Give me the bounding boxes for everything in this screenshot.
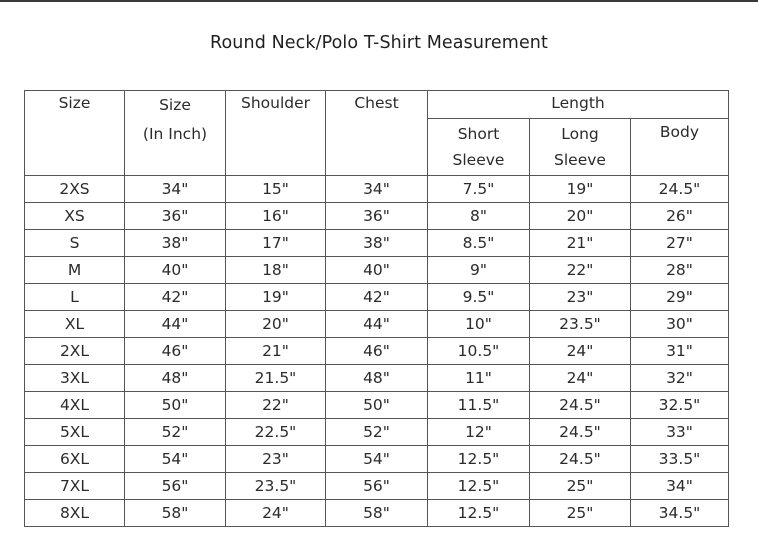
cell-size-inch: 38" (125, 230, 226, 257)
cell-chest: 52" (326, 419, 428, 446)
cell-shoulder: 22" (226, 392, 326, 419)
cell-long-sleeve: 24.5" (530, 446, 631, 473)
cell-body: 30" (631, 311, 729, 338)
header-short-sleeve-line1: Short (457, 125, 500, 143)
cell-shoulder: 24" (226, 500, 326, 527)
header-size-inch (125, 91, 226, 176)
header-chest (326, 91, 428, 176)
cell-body: 24.5" (631, 176, 729, 203)
cell-shoulder: 21.5" (226, 365, 326, 392)
cell-shoulder: 16" (226, 203, 326, 230)
table-row (25, 473, 729, 500)
table-row (25, 230, 729, 257)
header-length-label: Length (551, 94, 605, 112)
cell-short-sleeve: 12.5" (428, 446, 530, 473)
cell-size: 3XL (25, 365, 125, 392)
cell-short-sleeve: 12.5" (428, 500, 530, 527)
cell-size-inch: 50" (125, 392, 226, 419)
cell-size: 4XL (25, 392, 125, 419)
table-row (25, 419, 729, 446)
cell-size-inch: 56" (125, 473, 226, 500)
cell-chest: 56" (326, 473, 428, 500)
cell-size-inch: 58" (125, 500, 226, 527)
header-long-sleeve-line2: Sleeve (554, 151, 606, 169)
cell-body: 32" (631, 365, 729, 392)
cell-short-sleeve: 8.5" (428, 230, 530, 257)
cell-long-sleeve: 24" (530, 365, 631, 392)
table-row (25, 392, 729, 419)
cell-size-inch: 40" (125, 257, 226, 284)
header-size-inch-top: Size (159, 96, 191, 114)
cell-body: 26" (631, 203, 729, 230)
cell-size: L (25, 284, 125, 311)
cell-long-sleeve: 21" (530, 230, 631, 257)
cell-chest: 48" (326, 365, 428, 392)
cell-long-sleeve: 19" (530, 176, 631, 203)
header-size-inch-bottom: (In Inch) (142, 125, 208, 143)
cell-chest: 40" (326, 257, 428, 284)
cell-body: 34.5" (631, 500, 729, 527)
header-short-sleeve-line2: Sleeve (452, 151, 505, 169)
top-border (0, 0, 758, 2)
table-row (25, 284, 729, 311)
table-row (25, 176, 729, 203)
cell-size: 7XL (25, 473, 125, 500)
cell-size-inch: 52" (125, 419, 226, 446)
cell-body: 32.5" (631, 392, 729, 419)
cell-chest: 50" (326, 392, 428, 419)
cell-body: 29" (631, 284, 729, 311)
cell-long-sleeve: 25" (530, 500, 631, 527)
table-row (25, 446, 729, 473)
table-row (25, 338, 729, 365)
cell-shoulder: 17" (226, 230, 326, 257)
cell-short-sleeve: 9.5" (428, 284, 530, 311)
table-row (25, 500, 729, 527)
table-row (25, 257, 729, 284)
cell-short-sleeve: 10" (428, 311, 530, 338)
table-row (25, 311, 729, 338)
cell-chest: 42" (326, 284, 428, 311)
cell-long-sleeve: 24.5" (530, 392, 631, 419)
header-chest-label: Chest (354, 94, 399, 112)
cell-chest: 36" (326, 203, 428, 230)
header-size-label: Size (58, 94, 91, 112)
cell-shoulder: 23" (226, 446, 326, 473)
cell-size-inch: 34" (125, 176, 226, 203)
cell-short-sleeve: 9" (428, 257, 530, 284)
cell-body: 31" (631, 338, 729, 365)
table-row (25, 203, 729, 230)
cell-size-inch: 46" (125, 338, 226, 365)
cell-long-sleeve: 22" (530, 257, 631, 284)
cell-short-sleeve: 8" (428, 203, 530, 230)
cell-shoulder: 23.5" (226, 473, 326, 500)
cell-size: S (25, 230, 125, 257)
header-long-sleeve (530, 119, 631, 176)
cell-body: 33" (631, 419, 729, 446)
cell-short-sleeve: 11.5" (428, 392, 530, 419)
cell-shoulder: 21" (226, 338, 326, 365)
cell-long-sleeve: 25" (530, 473, 631, 500)
cell-shoulder: 18" (226, 257, 326, 284)
cell-long-sleeve: 24.5" (530, 419, 631, 446)
size-chart-table (24, 90, 729, 527)
header-long-sleeve-line1: Long (561, 125, 599, 143)
cell-size-inch: 44" (125, 311, 226, 338)
table-row (25, 365, 729, 392)
cell-size: 2XS (25, 176, 125, 203)
cell-size: 6XL (25, 446, 125, 473)
cell-size: 8XL (25, 500, 125, 527)
cell-size: 2XL (25, 338, 125, 365)
cell-body: 34" (631, 473, 729, 500)
cell-body: 33.5" (631, 446, 729, 473)
cell-size-inch: 48" (125, 365, 226, 392)
cell-short-sleeve: 12.5" (428, 473, 530, 500)
header-body-label: Body (659, 123, 700, 141)
header-size (25, 91, 125, 176)
cell-long-sleeve: 23" (530, 284, 631, 311)
page-title: Round Neck/Polo T-Shirt Measurement (210, 33, 548, 53)
cell-short-sleeve: 7.5" (428, 176, 530, 203)
header-shoulder (226, 91, 326, 176)
cell-size-inch: 54" (125, 446, 226, 473)
cell-size-inch: 36" (125, 203, 226, 230)
header-length (428, 91, 729, 119)
cell-chest: 58" (326, 500, 428, 527)
cell-shoulder: 19" (226, 284, 326, 311)
cell-long-sleeve: 24" (530, 338, 631, 365)
cell-shoulder: 15" (226, 176, 326, 203)
cell-chest: 46" (326, 338, 428, 365)
cell-size: M (25, 257, 125, 284)
header-short-sleeve (428, 119, 530, 176)
cell-short-sleeve: 11" (428, 365, 530, 392)
header-shoulder-label: Shoulder (240, 94, 311, 112)
header-body (631, 119, 729, 176)
cell-long-sleeve: 20" (530, 203, 631, 230)
cell-size: 5XL (25, 419, 125, 446)
table-body (25, 176, 729, 527)
cell-chest: 44" (326, 311, 428, 338)
cell-size: XL (25, 311, 125, 338)
header-row (25, 91, 729, 119)
cell-chest: 38" (326, 230, 428, 257)
cell-shoulder: 22.5" (226, 419, 326, 446)
cell-short-sleeve: 10.5" (428, 338, 530, 365)
cell-chest: 34" (326, 176, 428, 203)
cell-chest: 54" (326, 446, 428, 473)
cell-long-sleeve: 23.5" (530, 311, 631, 338)
cell-body: 27" (631, 230, 729, 257)
cell-body: 28" (631, 257, 729, 284)
cell-short-sleeve: 12" (428, 419, 530, 446)
cell-shoulder: 20" (226, 311, 326, 338)
cell-size: XS (25, 203, 125, 230)
cell-size-inch: 42" (125, 284, 226, 311)
